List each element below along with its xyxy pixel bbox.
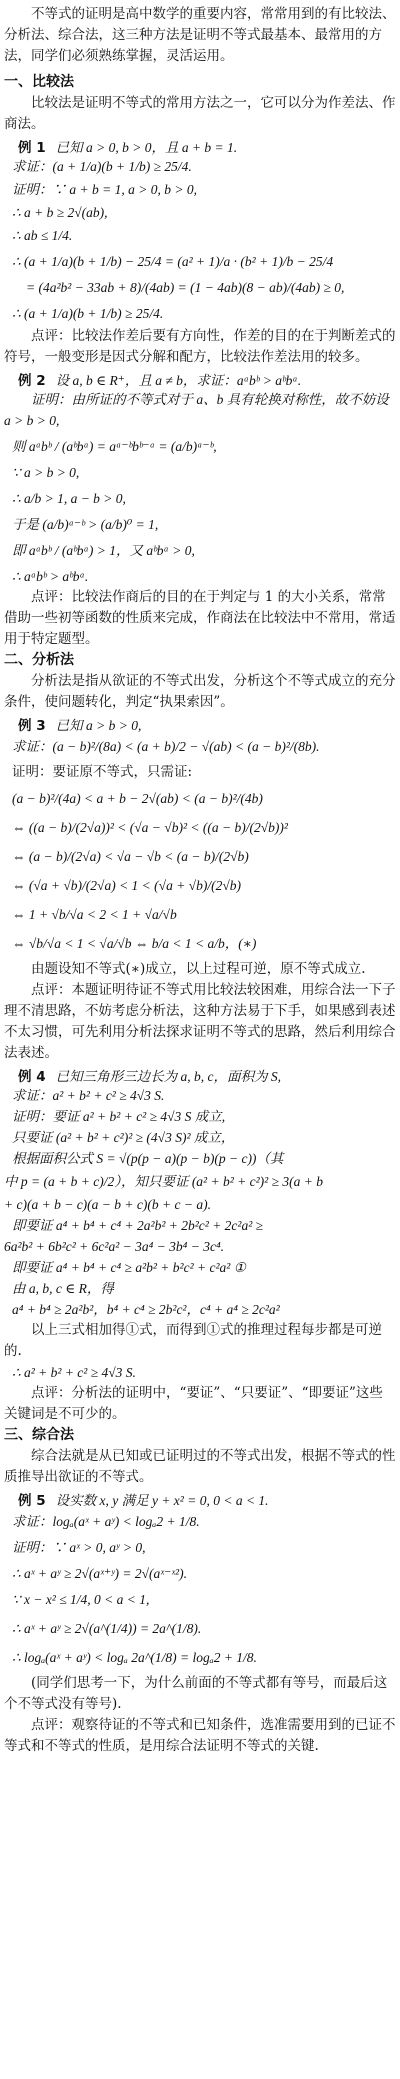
proof-line: ∴ aᵃbᵇ > aᵇbᵃ. bbox=[12, 569, 89, 584]
proof-line: = (4a²b² − 33ab + 8)/(4ab) = (1 − 4ab)(8 − ab)/(4ab) ≥ 0, bbox=[26, 280, 345, 295]
proof-line: ∴ aˣ + aʸ ≥ 2√(aˣ⁺ʸ) = 2√(aˣ⁻ˣ²). bbox=[12, 1566, 187, 1581]
section-title: 二、分析法 bbox=[4, 652, 74, 668]
proof-line: 中 p = (a + b + c)/2），知只要证 (a² + b² + c²)² ≥ 3(a + b bbox=[4, 1174, 323, 1189]
proof-line: 证明：由所证的不等式对于 a、b 具有轮换对称性，故不妨设 a > b > 0, bbox=[4, 392, 389, 428]
proof-line: 证明：要证 a² + b² + c² ≥ 4√3 S 成立, bbox=[12, 1109, 226, 1124]
proof-line: 则 aᵃbᵇ / (aᵇbᵃ) = aᵃ⁻ᵇbᵇ⁻ᵃ = (a/b)ᵃ⁻ᵇ, bbox=[12, 439, 217, 454]
proof-line: ∴ (a + 1/a)(b + 1/b) ≥ 25/4. bbox=[12, 306, 164, 321]
comment: 点评：观察待证的不等式和已知条件，选准需要用到的已证不等式和不等式的性质，是用综合法证明不等式的关键. bbox=[4, 1717, 396, 1754]
example-given: 已知三角形三边长为 a, b, c，面积为 S, bbox=[55, 1068, 281, 1084]
proof-line: ∴ ab ≤ 1/4. bbox=[12, 228, 73, 243]
example-header bbox=[4, 713, 396, 734]
section-intro: 综合法就是从已知或已证明过的不等式出发，根据不等式的性质推导出欲证的不等式。 bbox=[4, 1448, 396, 1485]
proof-line: 只要证 (a² + b² + c²)² ≥ (4√3 S)² 成立， bbox=[12, 1130, 235, 1145]
example-header bbox=[4, 368, 396, 389]
example-label: 例 5 bbox=[18, 1492, 46, 1509]
example-given: 已知 a > b > 0, bbox=[55, 717, 142, 733]
proof-line: 即 aᵃbᵇ / (aᵇbᵃ) > 1，又 aᵇbᵃ > 0, bbox=[12, 543, 195, 558]
proof-line: ⇔ (√a + √b)/(2√a) < 1 < (√a + √b)/(2√b) bbox=[12, 878, 241, 893]
example-label: 例 3 bbox=[18, 717, 46, 734]
example-header bbox=[4, 135, 396, 156]
proof-line: 证明：∵ aˣ > 0, aʸ > 0, bbox=[12, 1540, 146, 1555]
proof-line: 根据面积公式 S = √(p(p − a)(p − b)(p − c))（其 bbox=[12, 1151, 284, 1166]
proof-line: ⇔ √b/√a < 1 < √a/√b ⇔ b/a < 1 < a/b，(∗) bbox=[12, 936, 257, 951]
proof-line: ⇔ 1 + √b/√a < 2 < 1 + √a/√b bbox=[12, 907, 177, 922]
example-given: 设实数 x, y 满足 y + x² = 0, 0 < a < 1. bbox=[55, 1492, 269, 1508]
proof-line: 6a²b² + 6b²c² + 6c²a² − 3a⁴ − 3b⁴ − 3c⁴. bbox=[4, 1239, 225, 1254]
example-given: 已知 a > 0, b > 0，且 a + b = 1. bbox=[55, 139, 238, 155]
proof-line: ∴ a/b > 1, a − b > 0, bbox=[12, 491, 126, 506]
proof-line: ∴ logₐ(aˣ + aʸ) < logₐ 2a^(1/8) = logₐ2 + 1/8. bbox=[12, 1650, 257, 1665]
proof-line: ∴ a + b ≥ 2√(ab), bbox=[12, 205, 108, 220]
comment: 点评：比较法作差后要有方向性，作差的目的在于判断差式的符号，一般变形是因式分解和配方，比较法作差法用的较多。 bbox=[4, 328, 396, 365]
example-prove: 求证：(a + 1/a)(b + 1/b) ≥ 25/4. bbox=[12, 159, 192, 174]
proof-line: 由题设知不等式(∗)成立，以上过程可逆，原不等式成立. bbox=[31, 961, 366, 977]
example-prove: 求证：a² + b² + c² ≥ 4√3 S. bbox=[12, 1088, 165, 1103]
example-header bbox=[4, 1488, 396, 1509]
section-synthesis bbox=[4, 1425, 396, 1757]
proof-line: 于是 (a/b)ᵃ⁻ᵇ > (a/b)⁰ = 1, bbox=[12, 517, 159, 532]
proof-line: ∵ x − x² ≤ 1/4, 0 < a < 1, bbox=[12, 1592, 150, 1607]
proof-line: 以上三式相加得①式，而得到①式的推理过程每步都是可逆的. bbox=[4, 1322, 382, 1359]
proof-line: ∴ (a + 1/a)(b + 1/b) − 25/4 = (a² + 1)/a · (b² + 1)/b − 25/4 bbox=[12, 254, 334, 269]
example-given: 设 a, b ∈ R⁺，且 a ≠ b，求证：aᵃbᵇ > aᵇbᵃ. bbox=[55, 372, 302, 388]
proof-line: ∴ a² + b² + c² ≥ 4√3 S. bbox=[12, 1365, 136, 1380]
example-header bbox=[4, 1064, 396, 1085]
note: (同学们思考一下，为什么前面的不等式都有等号，而最后这个不等式没有等号). bbox=[4, 1675, 388, 1712]
example-prove: 求证：(a − b)²/(8a) < (a + b)/2 − √(ab) < (a − b)²/(8b). bbox=[12, 739, 320, 754]
proof-line: 证明：要证原不等式，只需证: bbox=[12, 764, 193, 780]
proof-line: 即要证 a⁴ + b⁴ + c⁴ + 2a²b² + 2b²c² + 2c²a² ≥ bbox=[12, 1218, 264, 1233]
proof-line: + c)(a + b − c)(a − b + c)(b + c − a). bbox=[4, 1197, 211, 1212]
proof-line: 证明：∵ a + b = 1, a > 0, b > 0, bbox=[12, 182, 197, 197]
section-intro: 比较法是证明不等式的常用方法之一，它可以分为作差法、作商法。 bbox=[4, 95, 396, 132]
section-comparison bbox=[4, 72, 396, 650]
section-title: 一、比较法 bbox=[4, 74, 74, 90]
section-intro: 分析法是指从欲证的不等式出发，分析这个不等式成立的充分条件，使问题转化，判定“执果索因”。 bbox=[4, 673, 396, 710]
example-label: 例 4 bbox=[18, 1068, 46, 1085]
comment: 点评：分析法的证明中，“要证”、“只要证”、“即要证”这些关键词是不可少的。 bbox=[4, 1385, 383, 1422]
example-label: 例 2 bbox=[18, 372, 46, 389]
comment: 点评：比较法作商后的目的在于判定与 1 的大小关系，常常借助一些初等函数的性质来完成，作商法在比较法中不常用，常适用于特定题型。 bbox=[4, 589, 396, 647]
proof-line: ⇔ (a − b)/(2√a) < √a − √b < (a − b)/(2√b) bbox=[12, 849, 249, 864]
intro-paragraph: 不等式的证明是高中数学的重要内容，常常用到的有比较法、分析法、综合法，这三种方法是证明不等式最基本、最常用的方法，同学们必须熟练掌握，灵活运用。 bbox=[4, 6, 396, 64]
section-title: 三、综合法 bbox=[4, 1427, 74, 1443]
example-prove: 求证：logₐ(aˣ + aʸ) < logₐ2 + 1/8. bbox=[12, 1514, 200, 1529]
example-label: 例 1 bbox=[18, 139, 46, 156]
comment: 点评：本题证明待证不等式用比较法较困难，用综合法一下子理不清思路，不妨考虑分析法，这种方法易于下手，如果感到表述不太习惯，可先利用分析法探求证明不等式的思路，然后利用综合法表述。 bbox=[4, 982, 396, 1061]
proof-line: (a − b)²/(4a) < a + b − 2√(ab) < (a − b)²/(4b) bbox=[12, 791, 263, 806]
proof-line: ∵ a > b > 0, bbox=[12, 465, 80, 480]
proof-line: a⁴ + b⁴ ≥ 2a²b²，b⁴ + c⁴ ≥ 2b²c²，c⁴ + a⁴ ≥ 2c²a² bbox=[12, 1302, 280, 1317]
proof-line: 即要证 a⁴ + b⁴ + c⁴ ≥ a²b² + b²c² + c²a² ① bbox=[12, 1260, 246, 1275]
section-analysis bbox=[4, 650, 396, 1425]
proof-line: ⇔ ((a − b)/(2√a))² < (√a − √b)² < ((a − b)/(2√b))² bbox=[12, 820, 288, 835]
proof-line: 由 a, b, c ∈ R，得 bbox=[12, 1281, 114, 1296]
proof-line: ∴ aˣ + aʸ ≥ 2√(a^(1/4)) = 2a^(1/8). bbox=[12, 1621, 202, 1636]
